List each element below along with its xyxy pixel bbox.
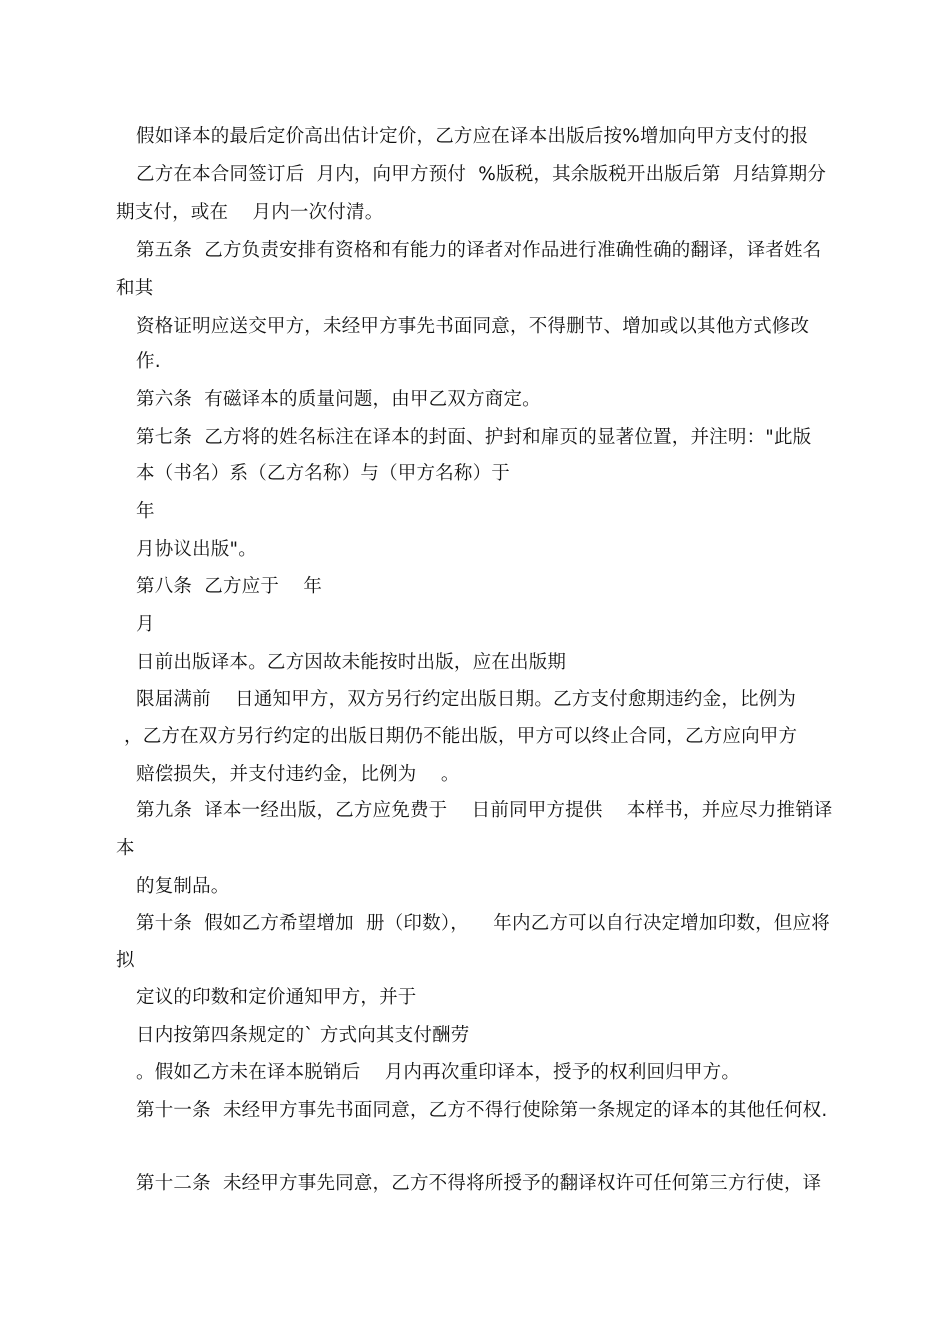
text-line-24: 定议的印数和定价通知甲方，并于: [136, 987, 417, 1008]
text-line-4: 第五条 乙方负责安排有资格和有能力的译者对作品进行准确性确的翻译，译者姓名: [136, 240, 822, 261]
text-line-11: 年: [136, 501, 155, 522]
text-line-19: 第九条 译本一经出版，乙方应免费于 日前同甲方提供 本样书，并应尽力推销译: [136, 800, 833, 821]
text-line-10: 本（书名）系（乙方名称）与（甲方名称）于: [136, 463, 511, 484]
text-line-2: 乙方在本合同签订后 月内，向甲方预付 %版税，其余版税开出版后第 月结算期分: [136, 164, 827, 185]
text-line-14: 月: [136, 614, 155, 635]
text-line-27: 第十一条 未经甲方事先书面同意，乙方不得行使除第一条规定的译本的其他任何权.: [136, 1100, 828, 1121]
text-line-17: ，乙方在双方另行约定的出版日期仍不能出版，甲方可以终止合同，乙方应向甲方: [124, 726, 798, 747]
text-line-20: 本: [116, 838, 135, 859]
text-line-21: 的复制品。: [136, 876, 230, 897]
text-line-6: 资格证明应送交甲方，未经甲方事先书面同意，不得删节、增加或以其他方式修改: [136, 316, 810, 337]
text-line-12: 月协议出版"。: [136, 539, 257, 560]
text-line-15: 日前出版译本。乙方因故未能按时出版，应在出版期: [136, 652, 567, 673]
text-line-1: 假如译本的最后定价高出估计定价，乙方应在译本出版后按%增加向甲方支付的报: [136, 126, 809, 147]
text-line-28: 第十二条 未经甲方事先同意，乙方不得将所授予的翻译权许可任何第三方行使，译: [136, 1173, 822, 1194]
text-line-25: 日内按第四条规定的` 方式向其支付酬劳: [136, 1025, 470, 1046]
text-line-5: 和其: [116, 278, 154, 299]
text-line-3: 期支付，或在 月内一次付清。: [116, 202, 384, 223]
text-line-18: 赔偿损失，并支付违约金，比例为 。: [136, 764, 460, 785]
text-line-13: 第八条 乙方应于 年: [136, 576, 323, 597]
text-line-23: 拟: [116, 950, 135, 971]
text-line-22: 第十条 假如乙方希望增加 册（印数）， 年内乙方可以自行决定增加印数，但应将: [136, 913, 830, 934]
text-line-9: 第七条 乙方将的姓名标注在译本的封面、护封和扉页的显著位置，并注明："此版: [136, 427, 812, 448]
text-line-7: 作.: [136, 351, 161, 372]
text-line-26: 。假如乙方未在译本脱销后 月内再次重印译本，授予的权利回归甲方。: [136, 1062, 741, 1083]
text-line-16: 限届满前 日通知甲方，双方另行约定出版日期。乙方支付愈期违约金，比例为: [136, 689, 797, 710]
text-line-8: 第六条 有磁译本的质量问题，由甲乙双方商定。: [136, 389, 541, 410]
